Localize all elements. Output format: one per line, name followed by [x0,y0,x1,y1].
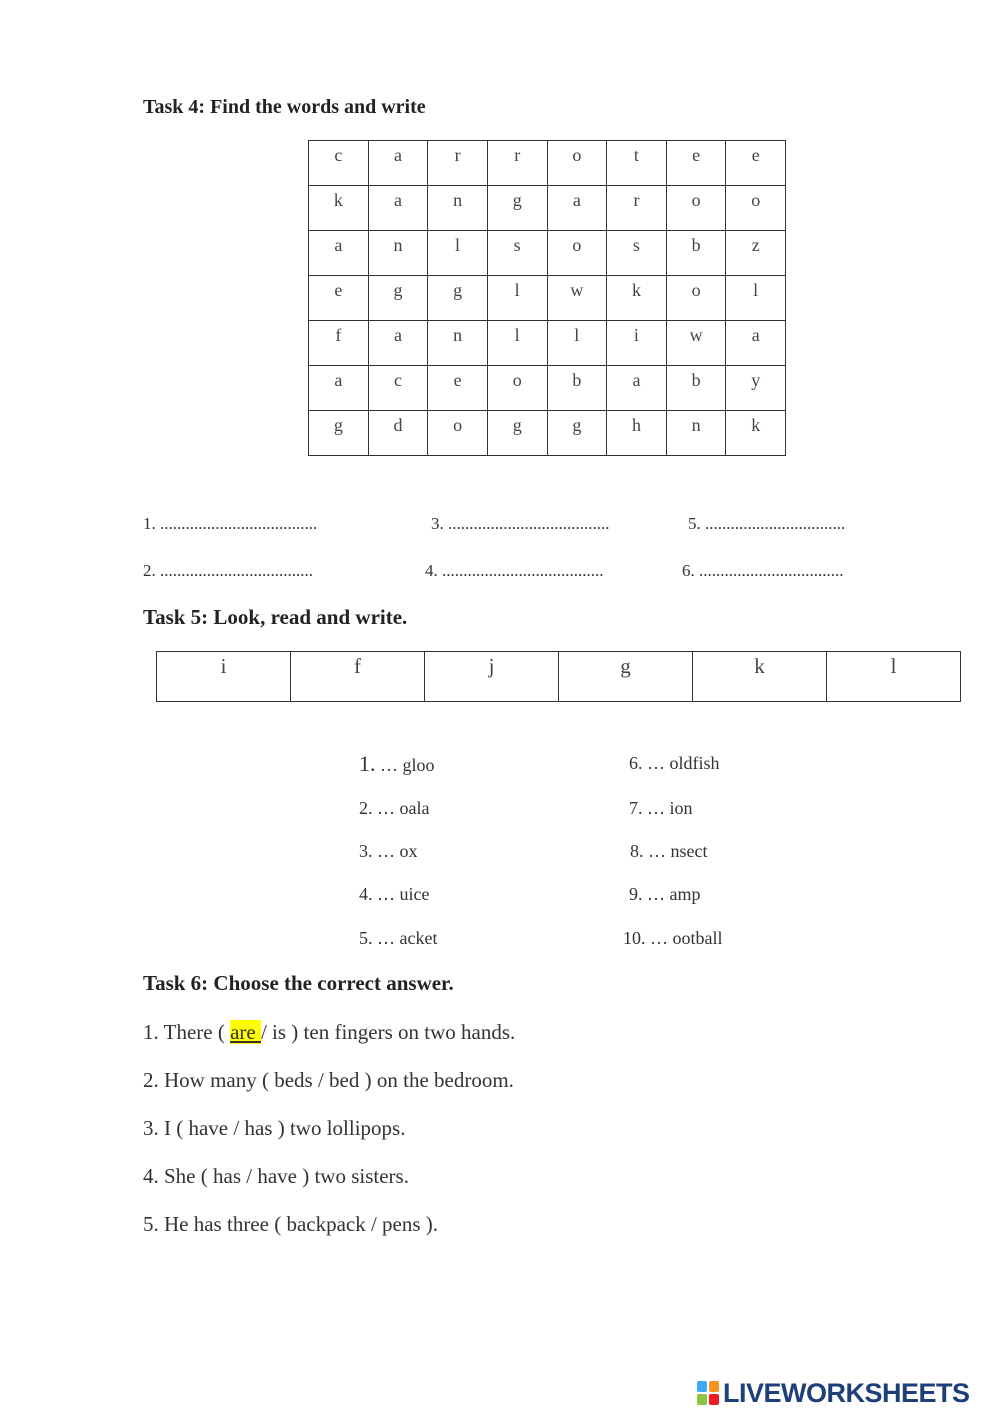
item-text: … ootball [645,928,723,948]
grid-row [309,231,786,276]
task5-item-10[interactable] [623,928,723,949]
grid-cell: g [487,186,547,231]
grid-cell: s [607,231,667,276]
grid-cell: l [487,321,547,366]
grid-cell: n [666,411,726,456]
grid-cell: l [726,276,786,321]
task5-item-3[interactable] [359,841,418,862]
letter-cell: l [827,652,961,702]
question-5 [143,1212,438,1237]
grid-cell: c [309,141,369,186]
letter-cell: f [291,652,425,702]
item-number: 9. [629,884,643,904]
logo-text: LIVEWORKSHEETS [723,1377,970,1408]
grid-cell: a [547,186,607,231]
grid-cell: n [368,231,428,276]
question-2 [143,1068,514,1093]
selected-answer[interactable]: are [230,1020,261,1044]
question-4 [143,1164,409,1189]
grid-cell: a [607,366,667,411]
grid-cell: a [368,186,428,231]
task5-item-9[interactable] [629,884,701,905]
question-text: / is ) ten fingers on two hands. [260,1020,516,1044]
task5-heading: Task 5: Look, read and write. [143,605,408,629]
grid-cell: n [428,186,488,231]
grid-row [309,321,786,366]
task5-item-6[interactable] [629,753,720,774]
grid-cell: l [428,231,488,276]
question-text: 3. I ( have / has ) two lollipops. [143,1116,406,1140]
grid-row [309,411,786,456]
item-number: 2. [359,798,373,818]
answer-blank-2[interactable]: 2. .................................... [143,561,313,580]
grid-cell: o [666,186,726,231]
grid-cell: a [368,141,428,186]
question-text: 4. She ( has / have ) two sisters. [143,1164,409,1188]
task5-item-7[interactable] [629,798,693,819]
grid-row [309,186,786,231]
grid-cell: a [309,366,369,411]
item-number: 1. [359,751,376,776]
grid-cell: r [428,141,488,186]
item-text: … acket [372,928,438,948]
question-text: 5. He has three ( backpack / pens ). [143,1212,439,1236]
item-text: … ox [372,841,418,861]
task6-heading: Task 6: Choose the correct answer. [143,971,454,995]
grid-cell: l [487,276,547,321]
grid-cell: f [309,321,369,366]
grid-cell: o [547,141,607,186]
item-text: … ion [642,798,693,818]
answer-blank-3[interactable]: 3. ...................................... [431,514,610,533]
liveworksheets-logo [697,1378,970,1408]
grid-cell: w [666,321,726,366]
task5-item-4[interactable] [359,884,429,905]
item-number: 8. [630,841,644,861]
grid-cell: g [547,411,607,456]
grid-cell: l [547,321,607,366]
item-text: … uice [372,884,430,904]
grid-row [309,366,786,411]
grid-cell: i [607,321,667,366]
item-number: 10. [623,928,646,948]
grid-cell: k [607,276,667,321]
grid-cell: e [309,276,369,321]
grid-cell: o [428,411,488,456]
grid-cell: b [666,231,726,276]
question-text: 1. There ( [143,1020,231,1044]
grid-cell: e [666,141,726,186]
grid-cell: e [726,141,786,186]
grid-cell: r [487,141,547,186]
letter-cell: k [693,652,827,702]
grid-cell: z [726,231,786,276]
item-number: 6. [629,753,643,773]
grid-cell: k [726,411,786,456]
grid-cell: g [487,411,547,456]
task5-item-5[interactable] [359,928,437,949]
grid-cell: w [547,276,607,321]
task4-heading: Task 4: Find the words and write [143,96,426,118]
grid-cell: t [607,141,667,186]
grid-cell: r [607,186,667,231]
grid-cell: o [666,276,726,321]
letter-cell: i [157,652,291,702]
letter-box-table [156,651,961,702]
logo-mark-icon [697,1381,719,1405]
grid-cell: o [726,186,786,231]
answer-blank-1[interactable]: 1. ..................................... [143,514,318,533]
question-text: 2. How many ( beds / bed ) on the bedroom. [143,1068,514,1092]
grid-cell: a [726,321,786,366]
grid-cell: b [547,366,607,411]
grid-cell: h [607,411,667,456]
grid-row [309,276,786,321]
word-search-grid [308,140,786,456]
item-text: … amp [642,884,701,904]
grid-cell: g [309,411,369,456]
item-text: … nsect [643,841,708,861]
task5-item-8[interactable] [630,841,707,862]
grid-cell: o [547,231,607,276]
grid-row [309,141,786,186]
grid-cell: y [726,366,786,411]
grid-cell: s [487,231,547,276]
grid-cell: o [487,366,547,411]
item-text: … oldfish [642,753,720,773]
grid-cell: g [368,276,428,321]
answer-blank-4[interactable]: 4. ...................................... [425,561,604,580]
grid-cell: a [368,321,428,366]
letter-cell: j [425,652,559,702]
grid-cell: c [368,366,428,411]
letter-row [157,652,961,702]
item-text: … oala [372,798,430,818]
grid-cell: n [428,321,488,366]
grid-cell: e [428,366,488,411]
grid-cell: d [368,411,428,456]
grid-cell: k [309,186,369,231]
question-1 [143,1020,515,1045]
letter-cell: g [559,652,693,702]
question-3 [143,1116,405,1141]
item-text: … gloo [375,755,435,775]
item-number: 7. [629,798,643,818]
item-number: 3. [359,841,373,861]
answer-blank-6[interactable]: 6. .................................. [682,561,844,580]
task5-item-2[interactable] [359,798,429,819]
grid-cell: g [428,276,488,321]
grid-cell: a [309,231,369,276]
item-number: 4. [359,884,373,904]
answer-blank-5[interactable]: 5. ................................. [688,514,846,533]
item-number: 5. [359,928,373,948]
grid-cell: b [666,366,726,411]
task5-item-1[interactable] [359,751,435,777]
